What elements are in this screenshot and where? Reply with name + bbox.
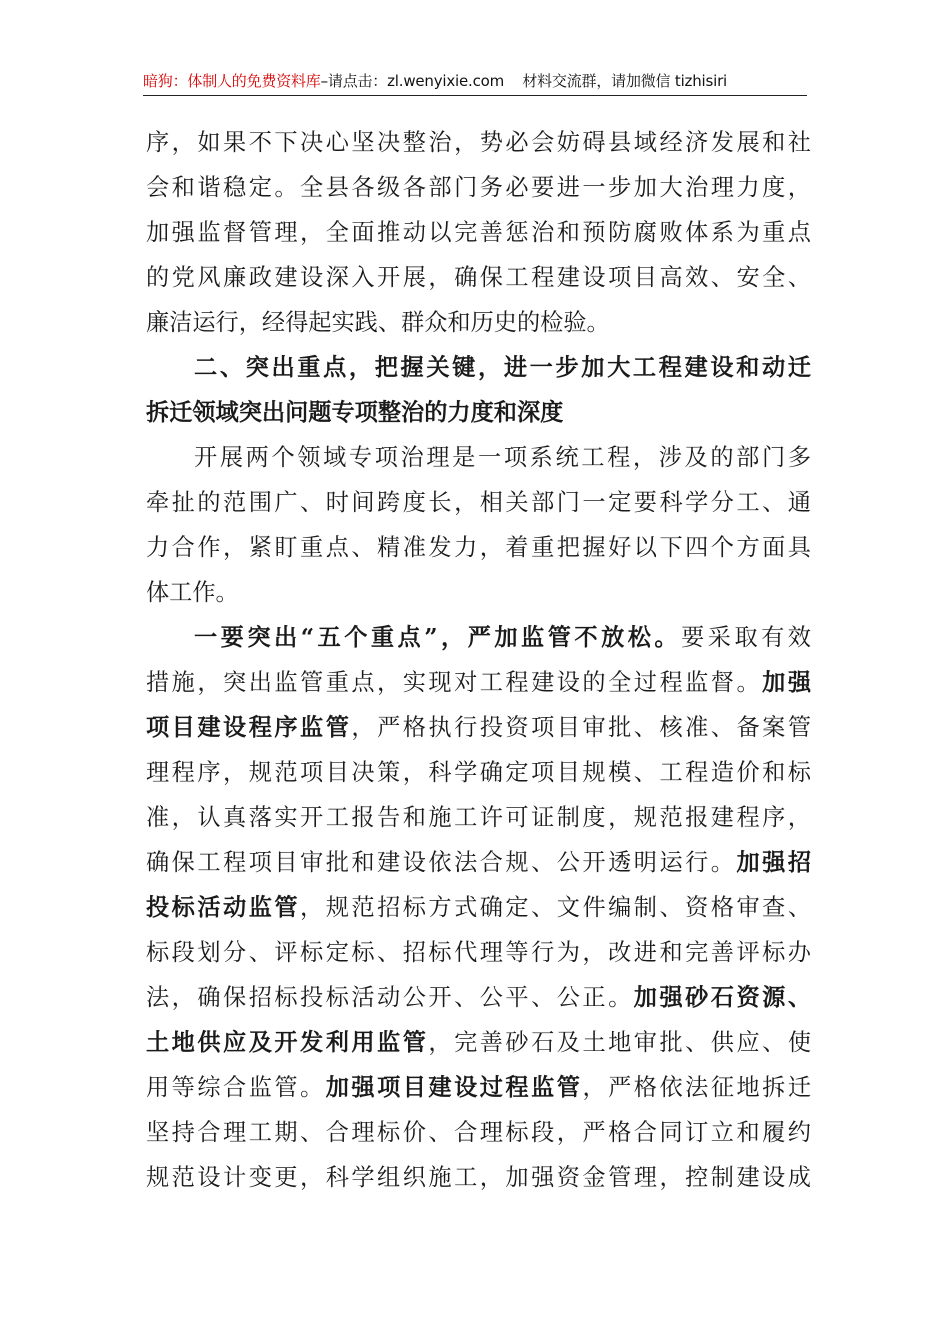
text-line	[146, 615, 811, 660]
text-line	[146, 570, 811, 615]
text-line	[146, 1020, 811, 1065]
line-text: 用等综合监管。	[146, 1074, 326, 1101]
text-line	[146, 165, 811, 210]
line-text: 序，如果不下决心坚决整治，势必会妨碍县域经济发展和社	[146, 129, 811, 156]
header-divider	[143, 95, 807, 96]
line-text: 准，认真落实开工报告和施工许可证制度，规范报建程序，	[146, 804, 811, 831]
line-text: ，完善砂石及土地审批、供应、使	[428, 1029, 812, 1056]
line-text: 开展两个领域专项治理是一项系统工程，涉及的部门多	[194, 444, 811, 471]
line-text: 体工作。	[146, 579, 239, 606]
line-text: 二、突出重点，把握关键，进一步加大工程建设和动迁	[194, 354, 811, 381]
line-text: ，规范招标方式确定、文件编制、资格审查、	[300, 894, 812, 921]
header-wechat-note: 材料交流群，请加微信 tizhisiri	[522, 72, 728, 90]
line-text: 理程序，规范项目决策，科学确定项目规模、工程造价和标	[146, 759, 811, 786]
bold-phrase: 一要突出“五个重点”，严加监管不放松。	[194, 624, 682, 651]
bold-phrase: 加强	[762, 669, 812, 696]
line-text: 规范设计变更，科学组织施工，加强资金管理，控制建设成	[146, 1164, 811, 1191]
line-text: 坚持合理工期、合理标价、合理标段，严格合同订立和履约	[146, 1119, 811, 1146]
text-line	[146, 255, 811, 300]
line-text: 拆迁领域突出问题专项整治的力度和深度	[146, 399, 564, 426]
text-line	[146, 795, 811, 840]
text-line	[146, 345, 811, 390]
text-line	[146, 435, 811, 480]
line-text: 的党风廉政建设深入开展，确保工程建设项目高效、安全、	[146, 264, 811, 291]
line-text: ，严格执行投资项目审批、核准、备案管	[351, 714, 812, 741]
line-text: 会和谐稳定。全县各级各部门务必要进一步加大治理力度，	[146, 174, 811, 201]
text-line	[146, 840, 811, 885]
line-text: 牵扯的范围广、时间跨度长，相关部门一定要科学分工、通	[146, 489, 811, 516]
text-line	[146, 300, 811, 345]
bold-phrase: 土地供应及开发利用监管	[146, 1029, 429, 1056]
text-line	[146, 1110, 811, 1155]
header-click-prefix: –请点击：	[320, 72, 388, 90]
document-body	[146, 120, 811, 1200]
line-text: 要采取有效	[681, 624, 811, 651]
text-line	[146, 705, 811, 750]
bold-phrase: 加强砂石资源、	[633, 984, 812, 1011]
line-text: 加强监督管理，全面推动以完善惩治和预防腐败体系为重点	[146, 219, 811, 246]
text-line	[146, 390, 811, 435]
text-line	[146, 930, 811, 975]
bold-phrase: 加强招	[736, 849, 812, 876]
line-text: ，严格依法征地拆迁	[582, 1074, 812, 1101]
text-line	[146, 480, 811, 525]
text-line	[146, 525, 811, 570]
bold-phrase: 项目建设程序监管	[146, 714, 352, 741]
text-line	[146, 210, 811, 255]
text-line	[146, 885, 811, 930]
bold-phrase: 加强项目建设过程监管	[325, 1074, 583, 1101]
text-line	[146, 975, 811, 1020]
text-line	[146, 1065, 811, 1110]
watermark-header	[143, 70, 807, 94]
line-text: 标段划分、评标定标、招标代理等行为，改进和完善评标办	[146, 939, 811, 966]
line-text: 力合作，紧盯重点、精准发力，着重把握好以下四个方面具	[146, 534, 811, 561]
header-brand: 暗狗：体制人的免费资料库	[143, 72, 321, 90]
line-text: 确保工程项目审批和建设依法合规、公开透明运行。	[146, 849, 737, 876]
line-text: 法，确保招标投标活动公开、公平、公正。	[146, 984, 634, 1011]
text-line	[146, 120, 811, 165]
text-line	[146, 1155, 811, 1200]
header-url-link[interactable]: zl.wenyixie.com	[387, 72, 505, 90]
text-line	[146, 660, 811, 705]
bold-phrase: 投标活动监管	[146, 894, 301, 921]
text-line	[146, 750, 811, 795]
line-text: 廉洁运行，经得起实践、群众和历史的检验。	[146, 309, 610, 336]
line-text: 措施，突出监管重点，实现对工程建设的全过程监督。	[146, 669, 763, 696]
